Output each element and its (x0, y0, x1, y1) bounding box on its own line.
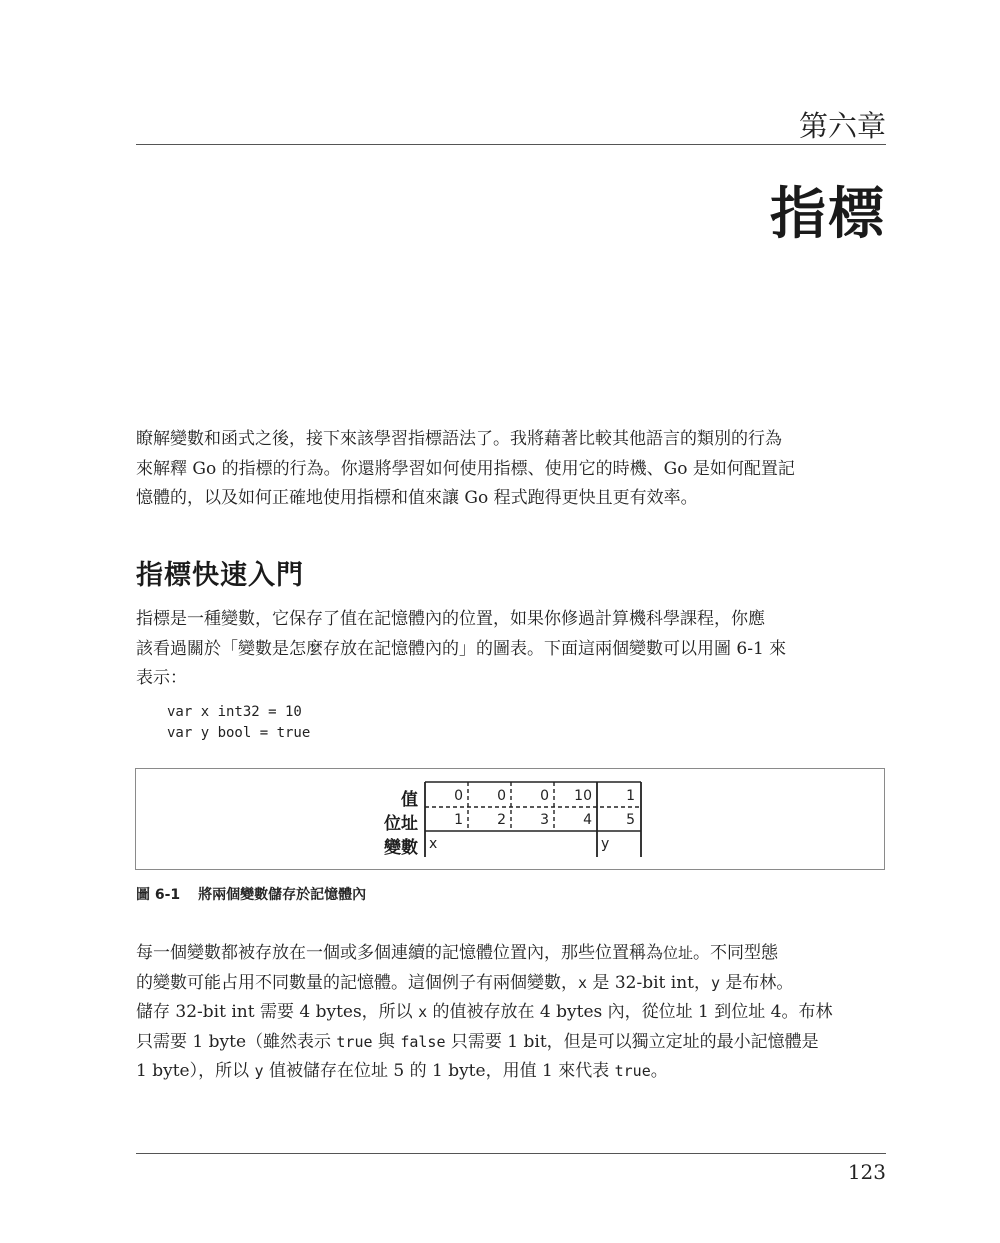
intro-line-2: 來解釋 Go 的指標的行為。你還將學習如何使用指標、使用它的時機、Go 是如何配置記 (136, 458, 795, 479)
intro-line-3: 憶體的，以及如何正確地使用指標和值來讓 Go 程式跑得更快且更有效率。 (136, 488, 698, 508)
memory-value-1: 0 (454, 788, 463, 804)
chapter-title: 指標 (770, 182, 886, 247)
memory-address-5: 5 (626, 812, 635, 828)
code-line-1: var x int32 = 10 (167, 704, 302, 720)
inline-code-false: false (400, 1032, 446, 1051)
inline-code-x: x (578, 973, 588, 992)
pointer-intro-paragraph (136, 605, 886, 694)
para1-line-1: 指標是一種變數，它保存了值在記憶體內的位置，如果你修過計算機科學課程，你應 (136, 609, 765, 629)
figure-memory-diagram (135, 768, 885, 870)
para2-line-5: 1 byte），所以 y 值被儲存在位址 5 的 1 byte，用值 1 來代表 true。 (136, 1061, 668, 1081)
memory-explanation-paragraph (136, 939, 886, 1087)
header-rule (136, 144, 886, 145)
inline-code-true: true (614, 1062, 651, 1080)
para2-line-3: 儲存 32-bit int 需要 4 bytes，所以 x 的值被存放在 4 bytes 內，從位址 1 到位址 4。布林 (136, 1002, 833, 1022)
memory-address-3: 3 (540, 812, 549, 828)
code-line-2: var y bool = true (167, 725, 311, 741)
inline-code-y: y (711, 973, 721, 992)
chapter-label: 第六章 (798, 109, 886, 143)
row-label-value: 值 (401, 790, 418, 810)
para2-line-2: 的變數可能占用不同數量的記憶體。這個例子有兩個變數，x 是 32-bit int，y 是布林。 (136, 972, 794, 993)
intro-line-1: 瞭解變數和函式之後，接下來該學習指標語法了。我將藉著比較其他語言的類別的行為 (136, 429, 782, 449)
memory-address-1: 1 (454, 812, 463, 828)
row-label-variable: 變數 (384, 838, 418, 858)
footer-rule (136, 1153, 886, 1154)
para2-line-1: 每一個變數都被存放在一個或多個連續的記憶體位置內，那些位置稱為位址。不同型態 (136, 943, 779, 963)
figure-caption-number: 圖 6-1 (136, 887, 181, 903)
memory-value-2: 0 (497, 788, 506, 804)
memory-address-2: 2 (497, 812, 506, 828)
variable-y-label: y (601, 836, 610, 852)
figure-caption (136, 884, 366, 904)
code-block (167, 702, 310, 744)
memory-value-5: 1 (626, 788, 635, 804)
variable-x-label: x (429, 836, 438, 852)
memory-address-4: 4 (583, 812, 592, 828)
address-term: 位址 (663, 944, 694, 962)
memory-value-3: 0 (540, 788, 549, 804)
page-number: 123 (847, 1160, 886, 1184)
section-heading: 指標快速入門 (136, 560, 304, 591)
para1-line-3: 表示： (136, 668, 187, 688)
inline-code-x: x (418, 1003, 428, 1021)
intro-paragraph (136, 425, 886, 514)
row-label-address: 位址 (384, 814, 418, 834)
para2-line-4: 只需要 1 byte（雖然表示 true 與 false 只需要 1 bit，但是可以獨立定址的最小記憶體是 (136, 1031, 819, 1052)
inline-code-y: y (254, 1062, 264, 1080)
memory-value-4: 10 (574, 788, 592, 804)
para1-line-2: 該看過關於「變數是怎麼存放在記憶體內的」的圖表。下面這兩個變數可以用圖 6-1 來 (136, 638, 787, 659)
inline-code-true: true (336, 1032, 373, 1051)
figure-caption-text: 將兩個變數儲存於記憶體內 (198, 887, 367, 903)
